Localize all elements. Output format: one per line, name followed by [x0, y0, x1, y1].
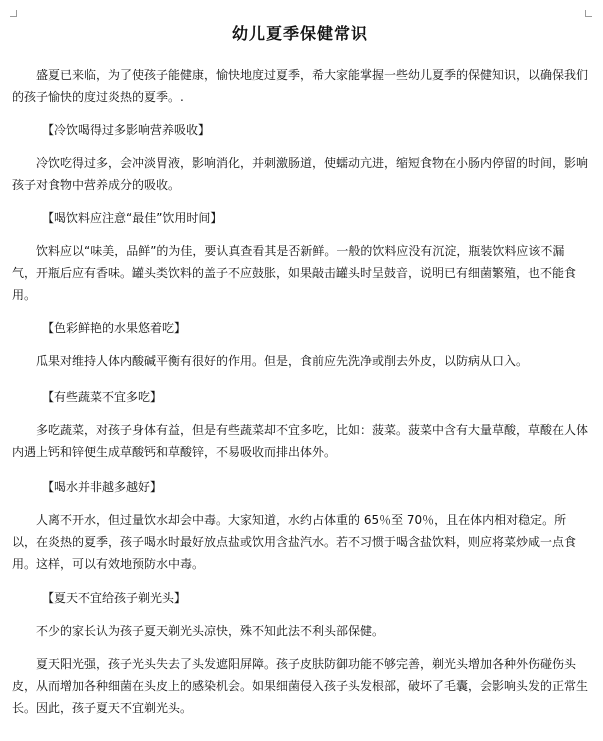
section-body-fruit: 瓜果对维持人体内酸碱平衡有很好的作用。但是，食前应先洗净或削去外皮，以防病从口入。 [36, 354, 529, 368]
section-heading-shaved-head: 【夏天不宜给孩子剃光头】 [42, 591, 187, 605]
section-body-cold-drinks: 冷饮吃得过多，会冲淡胃液，影响消化，并刺激肠道，使蠕动亢进，缩短食物在小肠内停留的时间，影响孩子对食物中营养成分的吸收。 [12, 156, 589, 192]
section-heading-drink-time: 【喝饮料应注意“最佳”饮用时间】 [42, 211, 223, 225]
page-corner-mark-right [585, 10, 592, 17]
section-body-shaved-head-1: 不少的家长认为孩子夏天剃光头凉快，殊不知此法不利头部保健。 [36, 624, 385, 638]
section-heading-cold-drinks: 【冷饮喝得过多影响营养吸收】 [42, 123, 211, 137]
intro-paragraph: 盛夏已来临，为了使孩子能健康，愉快地度过夏季，希大家能掌握一些幼儿夏季的保健知识，以确保我们的孩子愉快的度过炎热的夏季。. [12, 68, 589, 104]
document-title: 幼儿夏季保健常识 [231, 24, 368, 43]
section-body-vegetables: 多吃蔬菜，对孩子身体有益，但是有些蔬菜却不宜多吃，比如：菠菜。菠菜中含有大量草酸，草酸在人体内遇上钙和锌便生成草酸钙和草酸锌，不易吸收而排出体外。 [12, 423, 589, 459]
section-heading-fruit: 【色彩鲜艳的水果悠着吃】 [42, 321, 187, 335]
section-heading-vegetables: 【有些蔬菜不宜多吃】 [42, 390, 163, 404]
section-body-shaved-head-2: 夏天阳光强，孩子光头失去了头发遮阳屏障。孩子皮肤防御功能不够完善，剃光头增加各种外伤碰伤头皮，从而增加各种细菌在头皮上的感染机会。如果细菌侵入孩子头发根部，破坏了毛囊，会影响头发的正常生长。因此，孩子夏天不宜剃光头。 [12, 657, 589, 715]
section-heading-water: 【喝水并非越多越好】 [42, 480, 163, 494]
page-corner-mark-left [10, 10, 17, 17]
section-body-drink-time: 饮料应以“味美，品鲜”的为佳，要认真查看其是否新鲜。一般的饮料应没有沉淀，瓶装饮料应该不漏气，开瓶后应有香味。罐头类饮料的盖子不应鼓胀，如果敲击罐头时呈鼓音，说明已有细菌繁殖，也不能食用。 [12, 244, 577, 302]
section-body-water: 人离不开水，但过量饮水却会中毒。大家知道，水约占体重的 65％至 70％，且在体内相对稳定。所以，在炎热的夏季，孩子喝水时最好放点盐或饮用含盐汽水。若不习惯于喝含盐饮料，则应将菜炒咸一点食用。这样，可以有效地预防水中毒。 [12, 513, 577, 571]
